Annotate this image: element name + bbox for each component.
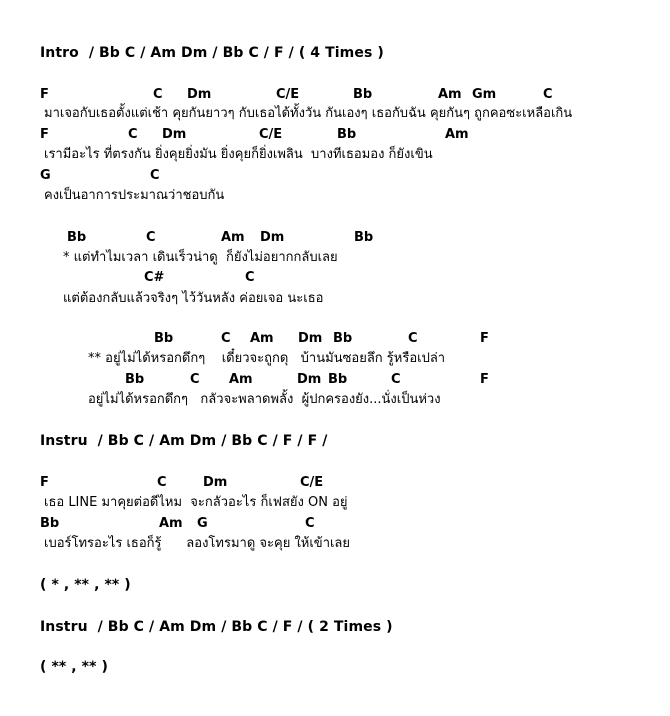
lyric-line: แต่ต้องกลับแล้วจริงๆ ไว้วันหลัง ค่อยเจอ นะเธอ bbox=[63, 291, 324, 306]
chord: Am bbox=[438, 87, 462, 102]
chord: Dm bbox=[260, 230, 285, 245]
chord: G bbox=[40, 168, 51, 183]
chord: C bbox=[408, 331, 418, 346]
chord: Am bbox=[221, 230, 245, 245]
chord: F bbox=[40, 475, 49, 490]
lyric-line: เบอร์โทรอะไร เธอก็รู้ ลองโทรมาดู จะคุย ให้เข้าเลย bbox=[44, 536, 351, 551]
chord: C bbox=[221, 331, 231, 346]
lyric-line: มาเจอกับเธอตั้งแต่เช้า คุยกันยาวๆ กับเธอได้ทั้งวัน กันเองๆ เธอกับฉัน คุยกันๆ ถูกคอซะเหลือเกิน bbox=[44, 106, 573, 121]
chord: C bbox=[245, 270, 255, 285]
chord: Bb bbox=[354, 230, 374, 245]
lyric-line: ** อยู่ไม่ได้หรอกดึกๆ เดี๋ยวจะถูกดุ บ้านมันซอยลึก รู้หรือเปล่า bbox=[88, 351, 446, 366]
chord: F bbox=[40, 127, 49, 142]
chord: F bbox=[40, 87, 49, 102]
chord: C# bbox=[144, 270, 165, 285]
chord: Bb bbox=[67, 230, 87, 245]
chord: C bbox=[391, 372, 401, 387]
instru-line: Instru / Bb C / Am Dm / Bb C / F / ( 2 Times ) bbox=[40, 619, 393, 635]
chord: Bb bbox=[328, 372, 348, 387]
chord: C/E bbox=[276, 87, 300, 102]
chord: Bb bbox=[40, 516, 60, 531]
chord: Am bbox=[445, 127, 469, 142]
chord: C/E bbox=[300, 475, 324, 490]
chord: C bbox=[146, 230, 156, 245]
chord: F bbox=[480, 331, 489, 346]
chord: Bb bbox=[154, 331, 174, 346]
chord: C/E bbox=[259, 127, 283, 142]
chord: G bbox=[197, 516, 208, 531]
chord: C bbox=[305, 516, 315, 531]
lyric-line: * แต่ทำไมเวลา เดินเร็วน่าดู ก็ยังไม่อยากกลับเลย bbox=[63, 250, 338, 265]
chord: C bbox=[543, 87, 553, 102]
chord: Bb bbox=[125, 372, 145, 387]
chord: Dm bbox=[203, 475, 228, 490]
chord: C bbox=[153, 87, 163, 102]
repeat-line: ( * , ** , ** ) bbox=[40, 577, 131, 593]
chord: Am bbox=[229, 372, 253, 387]
lyric-line: อยู่ไม่ได้หรอกดึกๆ กลัวจะพลาดพลั้ง ผู้ปกครองยัง...นั่งเป็นห่วง bbox=[88, 392, 441, 407]
chord: Gm bbox=[472, 87, 497, 102]
chord: C bbox=[157, 475, 167, 490]
intro-line: Intro / Bb C / Am Dm / Bb C / F / ( 4 Times ) bbox=[40, 45, 384, 61]
chord: C bbox=[128, 127, 138, 142]
chord: Dm bbox=[297, 372, 322, 387]
chord: F bbox=[480, 372, 489, 387]
chord: Am bbox=[159, 516, 183, 531]
chord: C bbox=[150, 168, 160, 183]
instru-line: Instru / Bb C / Am Dm / Bb C / F / F / bbox=[40, 433, 328, 449]
chord: Bb bbox=[353, 87, 373, 102]
chord: Dm bbox=[298, 331, 323, 346]
lyric-line: เธอ LINE มาคุยต่อดีไหม จะกลัวอะไร ก็เฟสยัง ON อยู่ bbox=[44, 495, 348, 510]
chord: Dm bbox=[187, 87, 212, 102]
lyric-line: เรามีอะไร ที่ตรงกัน ยิ่งคุยยิ่งมัน ยิ่งคุยก็ยิ่งเพลิน บางทีเธอมอง ก็ยังเขิน bbox=[44, 147, 433, 162]
chord: Dm bbox=[162, 127, 187, 142]
chord: Am bbox=[250, 331, 274, 346]
chord: Bb bbox=[337, 127, 357, 142]
chord: C bbox=[190, 372, 200, 387]
chord: Bb bbox=[333, 331, 353, 346]
repeat-line: ( ** , ** ) bbox=[40, 659, 108, 675]
lyric-line: คงเป็นอาการประมาณว่าชอบกัน bbox=[44, 188, 225, 203]
